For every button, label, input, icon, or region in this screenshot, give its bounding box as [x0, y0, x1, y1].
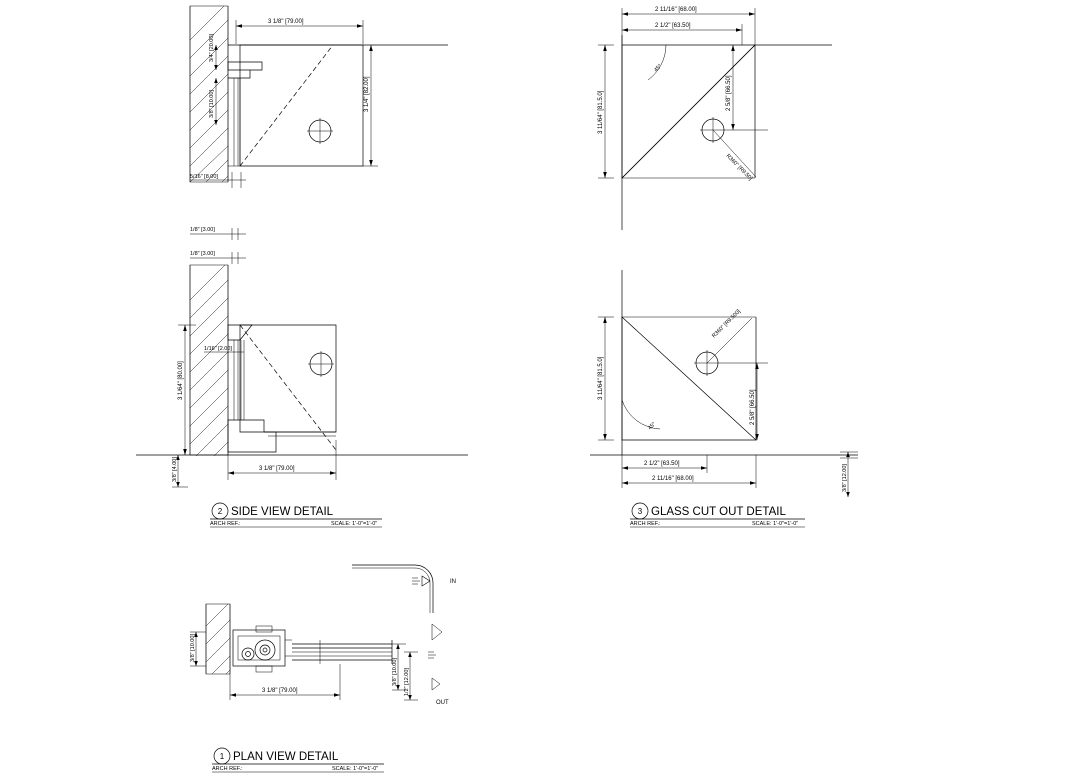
detail-2-title-block	[210, 503, 382, 527]
dimension-3-1-4-right	[363, 45, 378, 166]
dim-label: 2 1/2" [63.50]	[644, 461, 680, 467]
dimension-2-11-16-bottom	[622, 455, 756, 488]
dimension-2-1-2-top	[622, 23, 742, 45]
dimension-plan-bottom	[230, 664, 340, 700]
flow-arrows-out	[428, 624, 449, 706]
scale-label: SCALE: 1'-0"=1'-0"	[331, 521, 378, 527]
dim-label: 3 11/64" [81.5.0]	[598, 90, 604, 134]
scale-label: SCALE: 1'-0"=1'-0"	[332, 766, 379, 772]
angle-label: 45°	[647, 421, 658, 432]
dim-label: 3 1/8" [79.00]	[259, 466, 295, 472]
dim-label: 3/4" [20.00]	[209, 34, 215, 62]
dim-label: 3/8" [10.00]	[392, 658, 398, 686]
dimension-plan-right-b	[404, 652, 418, 700]
detail-title: PLAN VIEW DETAIL	[233, 751, 339, 763]
door-swing-indicator	[352, 565, 456, 613]
glass-leaf-plan	[292, 640, 392, 664]
wall-hatch-plan	[206, 604, 230, 674]
detail-number: 3	[637, 507, 643, 516]
dimension-3-11-64-left-lower	[598, 317, 614, 440]
dim-label: 5/16" [8.00]	[190, 174, 218, 180]
dim-label: 2 5/8" [66.50]	[750, 389, 756, 425]
dimension-3-1-8-top	[236, 19, 363, 44]
angle-label: 45°	[653, 63, 664, 74]
wall-hatch-lower	[190, 265, 228, 456]
dim-label: 1/2" [12.00]	[404, 668, 410, 696]
detail-glass-cutout-upper	[598, 7, 832, 230]
dim-label: 3 1/8" [79.00]	[268, 19, 304, 25]
dimension-plan-left	[190, 632, 206, 666]
dim-label: 2 1/2" [63.50]	[655, 23, 691, 29]
dimension-3-1-8-bottom	[228, 440, 336, 480]
dim-label: 2 5/8" [66.50]	[726, 75, 732, 111]
dimension-2-1-2-bottom	[622, 455, 707, 473]
arch-ref-label: ARCH REF.:	[210, 521, 241, 527]
detail-side-view-upper	[190, 6, 448, 240]
flow-label-out: OUT	[436, 700, 449, 706]
dim-label: 1/8" [3.00]	[190, 251, 215, 257]
dim-label: 3 1/8" [79.00]	[262, 688, 298, 694]
dimension-3-11-64-left-upper	[598, 45, 614, 178]
scale-label: SCALE: 1'-0"=1'-0"	[752, 521, 799, 527]
detail-number: 2	[217, 507, 223, 516]
arch-ref-label: ARCH REF.:	[630, 521, 661, 527]
dim-label: 3 11/64" [81.5.0]	[598, 356, 604, 400]
dimension-1-8-b	[190, 251, 246, 264]
arch-ref-label: ARCH REF.:	[212, 766, 243, 772]
dim-label: R360" [R9.500]	[711, 308, 742, 340]
dim-label: 2 11/16" [68.00]	[652, 476, 694, 482]
detail-plan-view	[190, 565, 456, 772]
dim-label: 3 1/4" [82.00]	[364, 76, 370, 112]
dimension-1-8-a	[190, 227, 246, 240]
dimension-2-5-8-right-lower	[720, 363, 768, 440]
detail-3-title-block	[630, 503, 805, 527]
detail-title: SIDE VIEW DETAIL	[231, 506, 334, 518]
detail-glass-cutout-lower	[590, 270, 858, 527]
hinge-hardware-plan	[233, 626, 292, 672]
detail-number: 1	[219, 752, 225, 761]
flow-label-in: IN	[450, 579, 456, 585]
dim-label: 3/8" [4.00]	[172, 457, 178, 482]
dim-label: 1/8" [3.00]	[190, 227, 215, 233]
dim-label: 3/8" [10.00]	[209, 90, 215, 118]
dim-label: 3/8" [10.00]	[190, 634, 196, 662]
dim-label: 3/8" [12.00]	[842, 464, 848, 492]
detail-title: GLASS CUT OUT DETAIL	[651, 506, 786, 518]
dim-label: 2 11/16" [68.00]	[655, 7, 697, 13]
dimension-3-8-bottom	[172, 455, 188, 487]
dim-label: 3 1/64" [80.00]	[178, 361, 184, 400]
dimension-3-8-far-right	[840, 452, 858, 497]
dim-label: R360" [R9.50]	[724, 153, 754, 182]
dim-label: 1/16" [2.00]	[204, 346, 232, 352]
detail-side-view-lower	[136, 251, 468, 527]
detail-1-title-block	[212, 748, 384, 772]
dimension-2-5-8-right-upper	[726, 45, 768, 130]
